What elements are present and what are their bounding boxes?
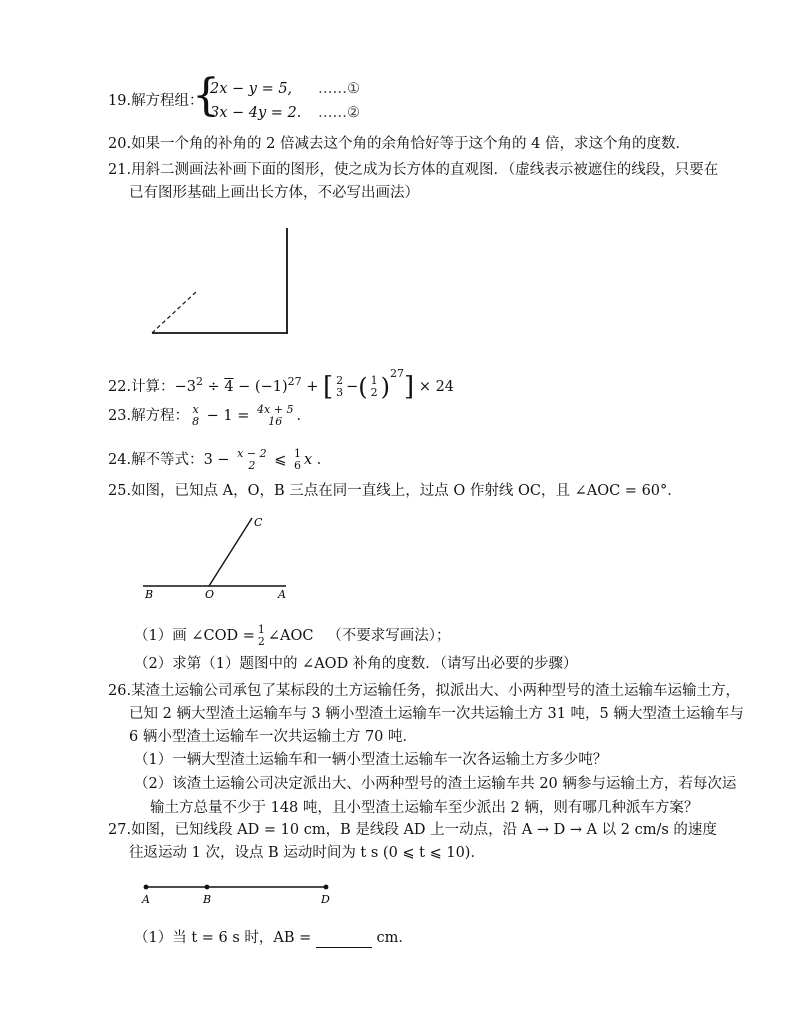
q20-line	[108, 134, 690, 154]
q22-frac-2-den: 2	[370, 386, 378, 399]
q26-sub-2a: （2）该渣土运输公司决定派出大、小两种型号的渣土运输车共 20 辆参与运输土方，若每次运	[134, 776, 737, 792]
q21-dashed-edge	[152, 291, 197, 333]
q27-point-b	[205, 885, 210, 890]
q24-prompt: 解不等式：	[131, 452, 204, 468]
q19-number: 19.	[108, 93, 132, 109]
q23-frac-2-den: 16	[268, 415, 283, 428]
q27-label-d: D	[321, 893, 330, 906]
q23-number: 23.	[108, 408, 132, 424]
q27-sub-1-b: cm．	[376, 930, 413, 946]
q26-text-1: 某渣土运输公司承包了某标段的土方运输任务，拟派出大、小两种型号的渣土运输车运输土方，	[131, 683, 741, 699]
q22-term-3: − (−1)	[233, 379, 288, 395]
q19-brace: {	[192, 70, 220, 121]
q24-le: ⩽	[274, 452, 287, 468]
q24-frac-2-den: 6	[293, 459, 301, 472]
q22-term-1: −3	[174, 379, 196, 395]
q24-frac-1-den: 2	[248, 459, 256, 472]
q22-line	[108, 364, 455, 402]
q26-sub-2b: 输土方总量不少于 148 吨，且小型渣土运输车至少派出 2 辆，则有哪几种派车方案？	[150, 800, 699, 816]
q25-label-a: A	[278, 588, 286, 601]
q22-prompt: 计算：	[131, 379, 175, 395]
q27-sub-1-a: （1）当 t = 6 s 时，AB =	[134, 930, 312, 946]
q19-prompt: 解方程组：	[131, 93, 204, 109]
q23-end: ．	[296, 408, 311, 424]
q24-x: x	[303, 452, 313, 468]
q23-frac-1-num: x	[192, 403, 199, 416]
q27-label-a: A	[142, 893, 150, 906]
q25-sub-1-a: （1）画 ∠COD =	[134, 628, 255, 644]
q24-line	[108, 448, 331, 472]
q23-frac-1-den: 8	[192, 415, 200, 428]
q22-frac-1-den: 3	[336, 386, 344, 399]
q27-point-d	[324, 885, 329, 890]
q24-left: 3 −	[203, 452, 230, 468]
q22-plus: +	[301, 379, 323, 395]
q19-eq2-text: 3x − 4y = 2.	[210, 105, 302, 121]
q24-frac-1-num: x − 2	[237, 447, 267, 460]
q26-number: 26.	[108, 683, 132, 699]
q22-paren-left: (	[358, 373, 368, 401]
q21-text-1: 用斜二测画法补画下面的图形，使之成为长方体的直观图．（虚线表示被遮住的线段，只要在	[131, 162, 719, 178]
q22-bracket-right: ]	[404, 372, 415, 402]
q25-label-b: B	[145, 588, 154, 601]
q22-frac-1	[335, 375, 344, 399]
q22-div: ÷	[202, 379, 225, 395]
q25-sub-1-num: 1	[257, 623, 265, 636]
q22-bracket-left: [	[322, 372, 334, 402]
q22-frac-1-num: 2	[336, 374, 344, 387]
q27-number: 27.	[108, 822, 132, 838]
q25-sub-2: （2）求第（1）题图中的 ∠AOD 补角的度数．（请写出必要的步骤）	[134, 656, 578, 672]
q19-mark-2: ……②	[318, 105, 360, 121]
q26-line-2: 已知 2 辆大型渣土运输车与 3 辆小型渣土运输车一次共运输土方 31 吨，5 辆大型渣土运输车与	[129, 706, 744, 722]
q21-number: 21.	[108, 162, 132, 178]
q22-exp-3: 27	[390, 367, 405, 380]
q19-mark-1: ……①	[318, 81, 360, 97]
q19-label	[108, 91, 204, 111]
q24-end: ．	[316, 452, 332, 468]
q23-frac-2-num: 4x + 5	[257, 403, 294, 416]
q25-sub-1-den: 2	[257, 635, 265, 648]
q22-term-2: 4	[224, 379, 234, 395]
q22-exp-1: 2	[195, 375, 203, 389]
q23-prompt: 解方程：	[131, 408, 190, 424]
q27-line-2: 往返运动 1 次，设点 B 运动时间为 t s (0 ⩽ t ⩽ 10)．	[129, 845, 485, 861]
q25-label-o: O	[205, 588, 215, 601]
q23-frac-1	[191, 404, 200, 428]
q19-equation-1	[210, 79, 292, 99]
q25-sub-1	[134, 624, 451, 648]
q27-label-b: B	[203, 893, 212, 906]
q25-text: 如图，已知点 A，O，B 三点在同一直线上，过点 O 作射线 OC，且 ∠AOC = 60°．	[131, 483, 682, 499]
q25-sub-1-c: （不要求写画法）；	[327, 628, 451, 644]
q24-number: 24.	[108, 452, 132, 468]
q26-line-1	[108, 681, 740, 701]
q27-answer-blank[interactable]	[316, 933, 372, 948]
q20-text: 如果一个角的补角的 2 倍减去这个角的余角恰好等于这个角的 4 倍，求这个角的度数．	[131, 136, 690, 152]
q19-eq1-text: 2x − y = 5,	[210, 81, 293, 97]
q24-frac-2-num: 1	[293, 447, 301, 460]
q22-paren-right: )	[380, 373, 391, 401]
q25-label-c: C	[254, 516, 263, 529]
q27-sub-1	[134, 928, 413, 948]
q20-number: 20.	[108, 136, 132, 152]
q22-frac-2	[370, 375, 379, 399]
q22-exp-2: 27	[287, 375, 302, 389]
q19-equation-2	[210, 103, 301, 123]
q22-number: 22.	[108, 379, 132, 395]
q26-sub-1: （1）一辆大型渣土运输车和一辆小型渣土运输车一次各运输土方多少吨？	[134, 752, 608, 768]
q25-sub-1-frac	[257, 624, 266, 648]
q23-line	[108, 404, 311, 428]
q25-ray-oc	[209, 518, 252, 586]
q22-frac-2-num: 1	[370, 374, 378, 387]
q23-frac-2	[256, 404, 294, 428]
q21-line-2: 已有图形基础上画出长方体，不必写出画法）	[129, 185, 419, 201]
q21-line-1	[108, 160, 718, 180]
q25-line	[108, 481, 682, 501]
q23-mid: − 1 =	[206, 408, 250, 424]
q27-line-1	[108, 820, 717, 840]
q25-number: 25.	[108, 483, 132, 499]
q22-tail: × 24	[418, 379, 455, 395]
q27-point-a	[144, 885, 149, 890]
q25-sub-1-b: ∠AOC	[267, 628, 314, 644]
q24-frac-1	[236, 448, 267, 472]
q22-minus: −	[346, 379, 359, 395]
q24-frac-2	[293, 448, 302, 472]
q27-text-1: 如图，已知线段 AD = 10 cm，B 是线段 AD 上一动点，沿 A → D → A 以 2 cm/s 的速度	[131, 822, 717, 838]
q26-line-3: 6 辆小型渣土运输车一次共运输土方 70 吨．	[129, 729, 418, 745]
